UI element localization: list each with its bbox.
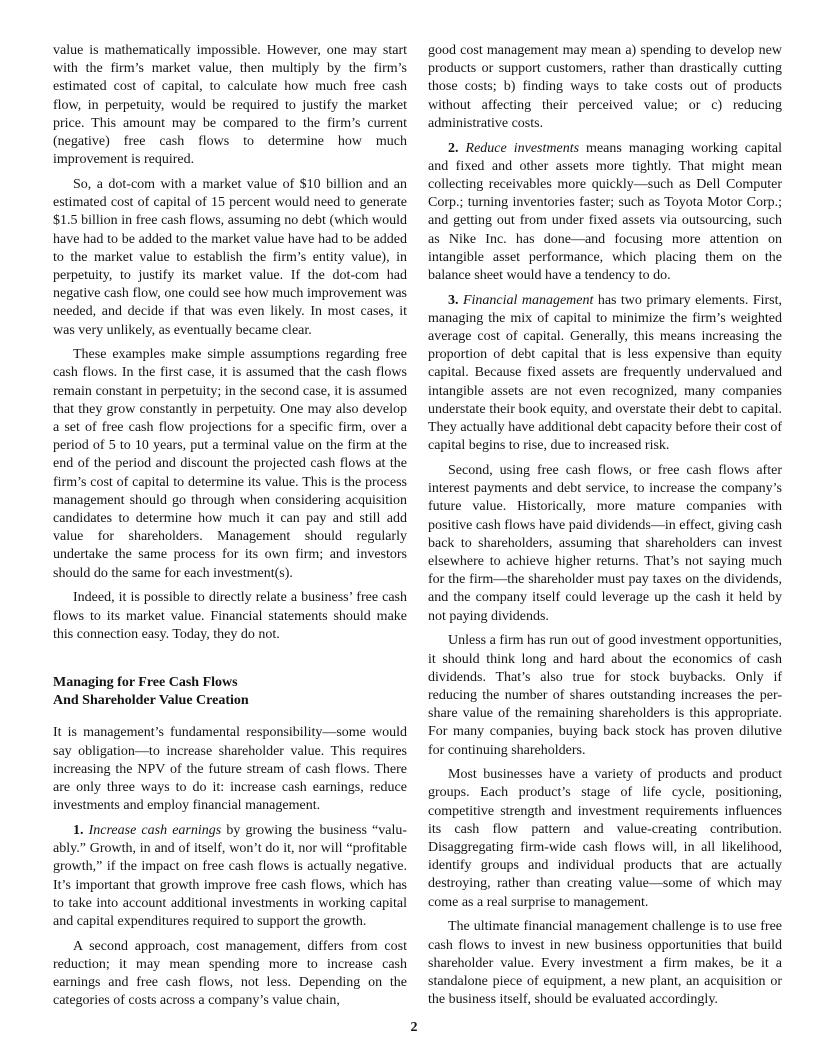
paragraph: Second, using free cash flows, or free cash flows after interest payments and debt service, to increase the company’s future value. Historically, more mature companies with positive cash flows have paid dividends—in effect, giving cash back to shareholders, assuming that shareholders can invest elsewhere to achieve higher returns. That’s not saying much for the firm—the shareholder must pay taxes on the dividends, and the company itself could leverage up the cash it held by not paying dividends.	[428, 462, 782, 624]
paragraph: So, a dot-com with a market value of $10 billion and an estimated cost of capital of 15 percent would need to generate $1.5 billion in free cash flows, assuming no debt (which would have had to be added to the market value have had to be added to the market value to establish the firm’s entity value), in perpetuity, to justify its market value. If the dot-com had negative cash flow, one could see how much improvement was needed, and decide if that was even likely. In most cases, it was very unlikely, as eventually became clear.	[53, 176, 407, 338]
item-text: has two primary elements. First, managing the mix of capital to minimize the firm’s weighted average cost of capital. Generally, this means increasing the proportion of debt capital that is less expensive than equity capital. Because fixed assets are frequently undervalued and intangible assets are not even recognized, many companies understate their book equity, and overstate their debt to capital. They actually have additional debt capacity before their cost of capital begins to rise, due to increased risk.	[428, 292, 782, 454]
right-column	[428, 42, 782, 1016]
item-lead: Financial management	[462, 292, 594, 308]
paragraph: A second approach, cost management, differs from cost reduction; it may mean spending more to increase cash earnings and free cash flows, not less. Depending on the categories of costs across a company’s value chain,	[53, 938, 407, 1009]
paragraph: good cost management may mean a) spending to develop new products or support customers, rather than drastically cutting those costs; b) finding ways to take costs out of products without affecting their perceived value; or c) reducing administrative costs.	[428, 43, 782, 131]
item-number: 1	[73, 822, 80, 838]
page-number: 2	[410, 1020, 418, 1035]
item-text: means managing working capital and fixed and other assets more tightly. That might mean collecting receivables more quickly—such as Dell Computer Corp.; turning inventories faster; such as Toyota Motor Corp.; and getting out from under fixed assets via outsourcing, such as Nike Inc. has done—and focusing more attention on intangible asset performance, which placing them on the balance sheet would have a tendency to do.	[428, 140, 783, 283]
paragraph: Indeed, it is possible to directly relate a business’ free cash flows to its market value. Financial statements should make this connection easy. Today, they do not.	[53, 590, 407, 642]
item-lead: Increase cash earnings	[88, 822, 222, 838]
numbered-paragraph: 3. Financial management has two primary elements. First, managing the mix of capital to minimize the firm’s weighted average cost of capital. Generally, this means increasing the proportion of debt capital that is less expensive than equity capital. Because fixed assets are frequently undervalued and intangible assets are not even recognized, many companies understate their book equity, and overstate their debt to capital. They actually have additional debt capacity before their cost of capital begins to rise, due to increased risk.	[428, 292, 782, 454]
paragraph: It is management’s fundamental responsibility—some would say obligation—to increase shareholder value. This requires increasing the NPV of the future stream of cash flows. There are only three ways to do it: increase cash earnings, reduce investments and employ financial management.	[53, 725, 407, 814]
item-number: 2	[448, 140, 455, 156]
item-text: by growing the business “valuably.” Growth, in and of itself, won’t do it, nor will “profitable growth,” if the impact on free cash flows is actually negative. It’s important that growth improve free cash flows, which has to take into account additional investments in working capital and capital expenditures required to support the growth.	[53, 822, 408, 929]
paragraph: These examples make simple assumptions regarding free cash flows. In the first case, it is assumed that the cash flows remain constant in perpetuity; in the second case, it is assumed that they grow constantly in perpetuity. One may also develop a set of free cash flow projections for a specific firm, over a period of 5 to 10 years, put a terminal value on the firm at the end of the period and discount the projected cash flows at the firm’s cost of capital to determine its value. This is the process management should go through when considering acquisition candidates to determine how much it can pay and still add value for shareholders. Management should regularly undertake the same process for its own firm; and investors should do the same for each investment(s).	[53, 347, 407, 581]
paragraph: Most businesses have a variety of products and product groups. Each product’s stage of life cycle, positioning, competitive strength and investment requirements influences its cash flow pattern and value-creating contribution. Disaggregating firm-wide cash flows will, in all likelihood, identify groups and individual products that are actually destroying, rather than creating value—some of which may come as a real surprise to management.	[428, 767, 782, 910]
paragraph: The ultimate financial management challenge is to use free cash flows to invest in new business opportunities that build shareholder value. Every investment a firm makes, be it a standalone piece of equipment, a new plant, an acquisition or the business itself, should be evaluated accordingly.	[428, 919, 782, 1008]
section-heading-line-2: And Shareholder Value Creation	[53, 693, 249, 709]
item-number: 3	[448, 292, 455, 308]
numbered-paragraph: 1. Increase cash earnings by growing the business “valuably.” Growth, in and of itself, won’t do it, nor will “profitable growth,” if the impact on free cash flows is actually negative. It’s important that growth improve free cash flows, which has to take into account additional investments in working capital and capital expenditures required to support the growth.	[53, 822, 408, 929]
paragraph: value is mathematically impossible. However, one may start with the firm’s market value, then multiply by the firm’s estimated cost of capital, to calculate how much free cash flow, in perpetuity, would be required to justify the market price. This amount may be compared to the firm’s current (negative) free cash flows to determine how much improvement is required.	[53, 43, 407, 168]
numbered-paragraph: 2. Reduce investments means managing working capital and fixed and other assets more tightly. That might mean collecting receivables more quickly—such as Dell Computer Corp.; turning inventories faster; such as Toyota Motor Corp.; and getting out from under fixed assets via outsourcing, such as Nike Inc. has done—and focusing more attention on intangible asset performance, which placing them on the balance sheet would have a tendency to do.	[428, 140, 783, 283]
paragraph: Unless a firm has run out of good investment opportunities, it should think long and hard about the economics of cash dividends. That’s also true for stock buybacks. Only if reducing the number of shares outstanding increases the per-share value of the remaining shareholders is this appropriate. For many companies, buying back stock has proven dilutive for continuing shareholders.	[428, 633, 782, 758]
section-heading-line-1: Managing for Free Cash Flows	[53, 675, 238, 690]
item-lead: Reduce investments	[465, 140, 580, 156]
section-heading	[53, 674, 407, 710]
left-column	[53, 42, 407, 1017]
